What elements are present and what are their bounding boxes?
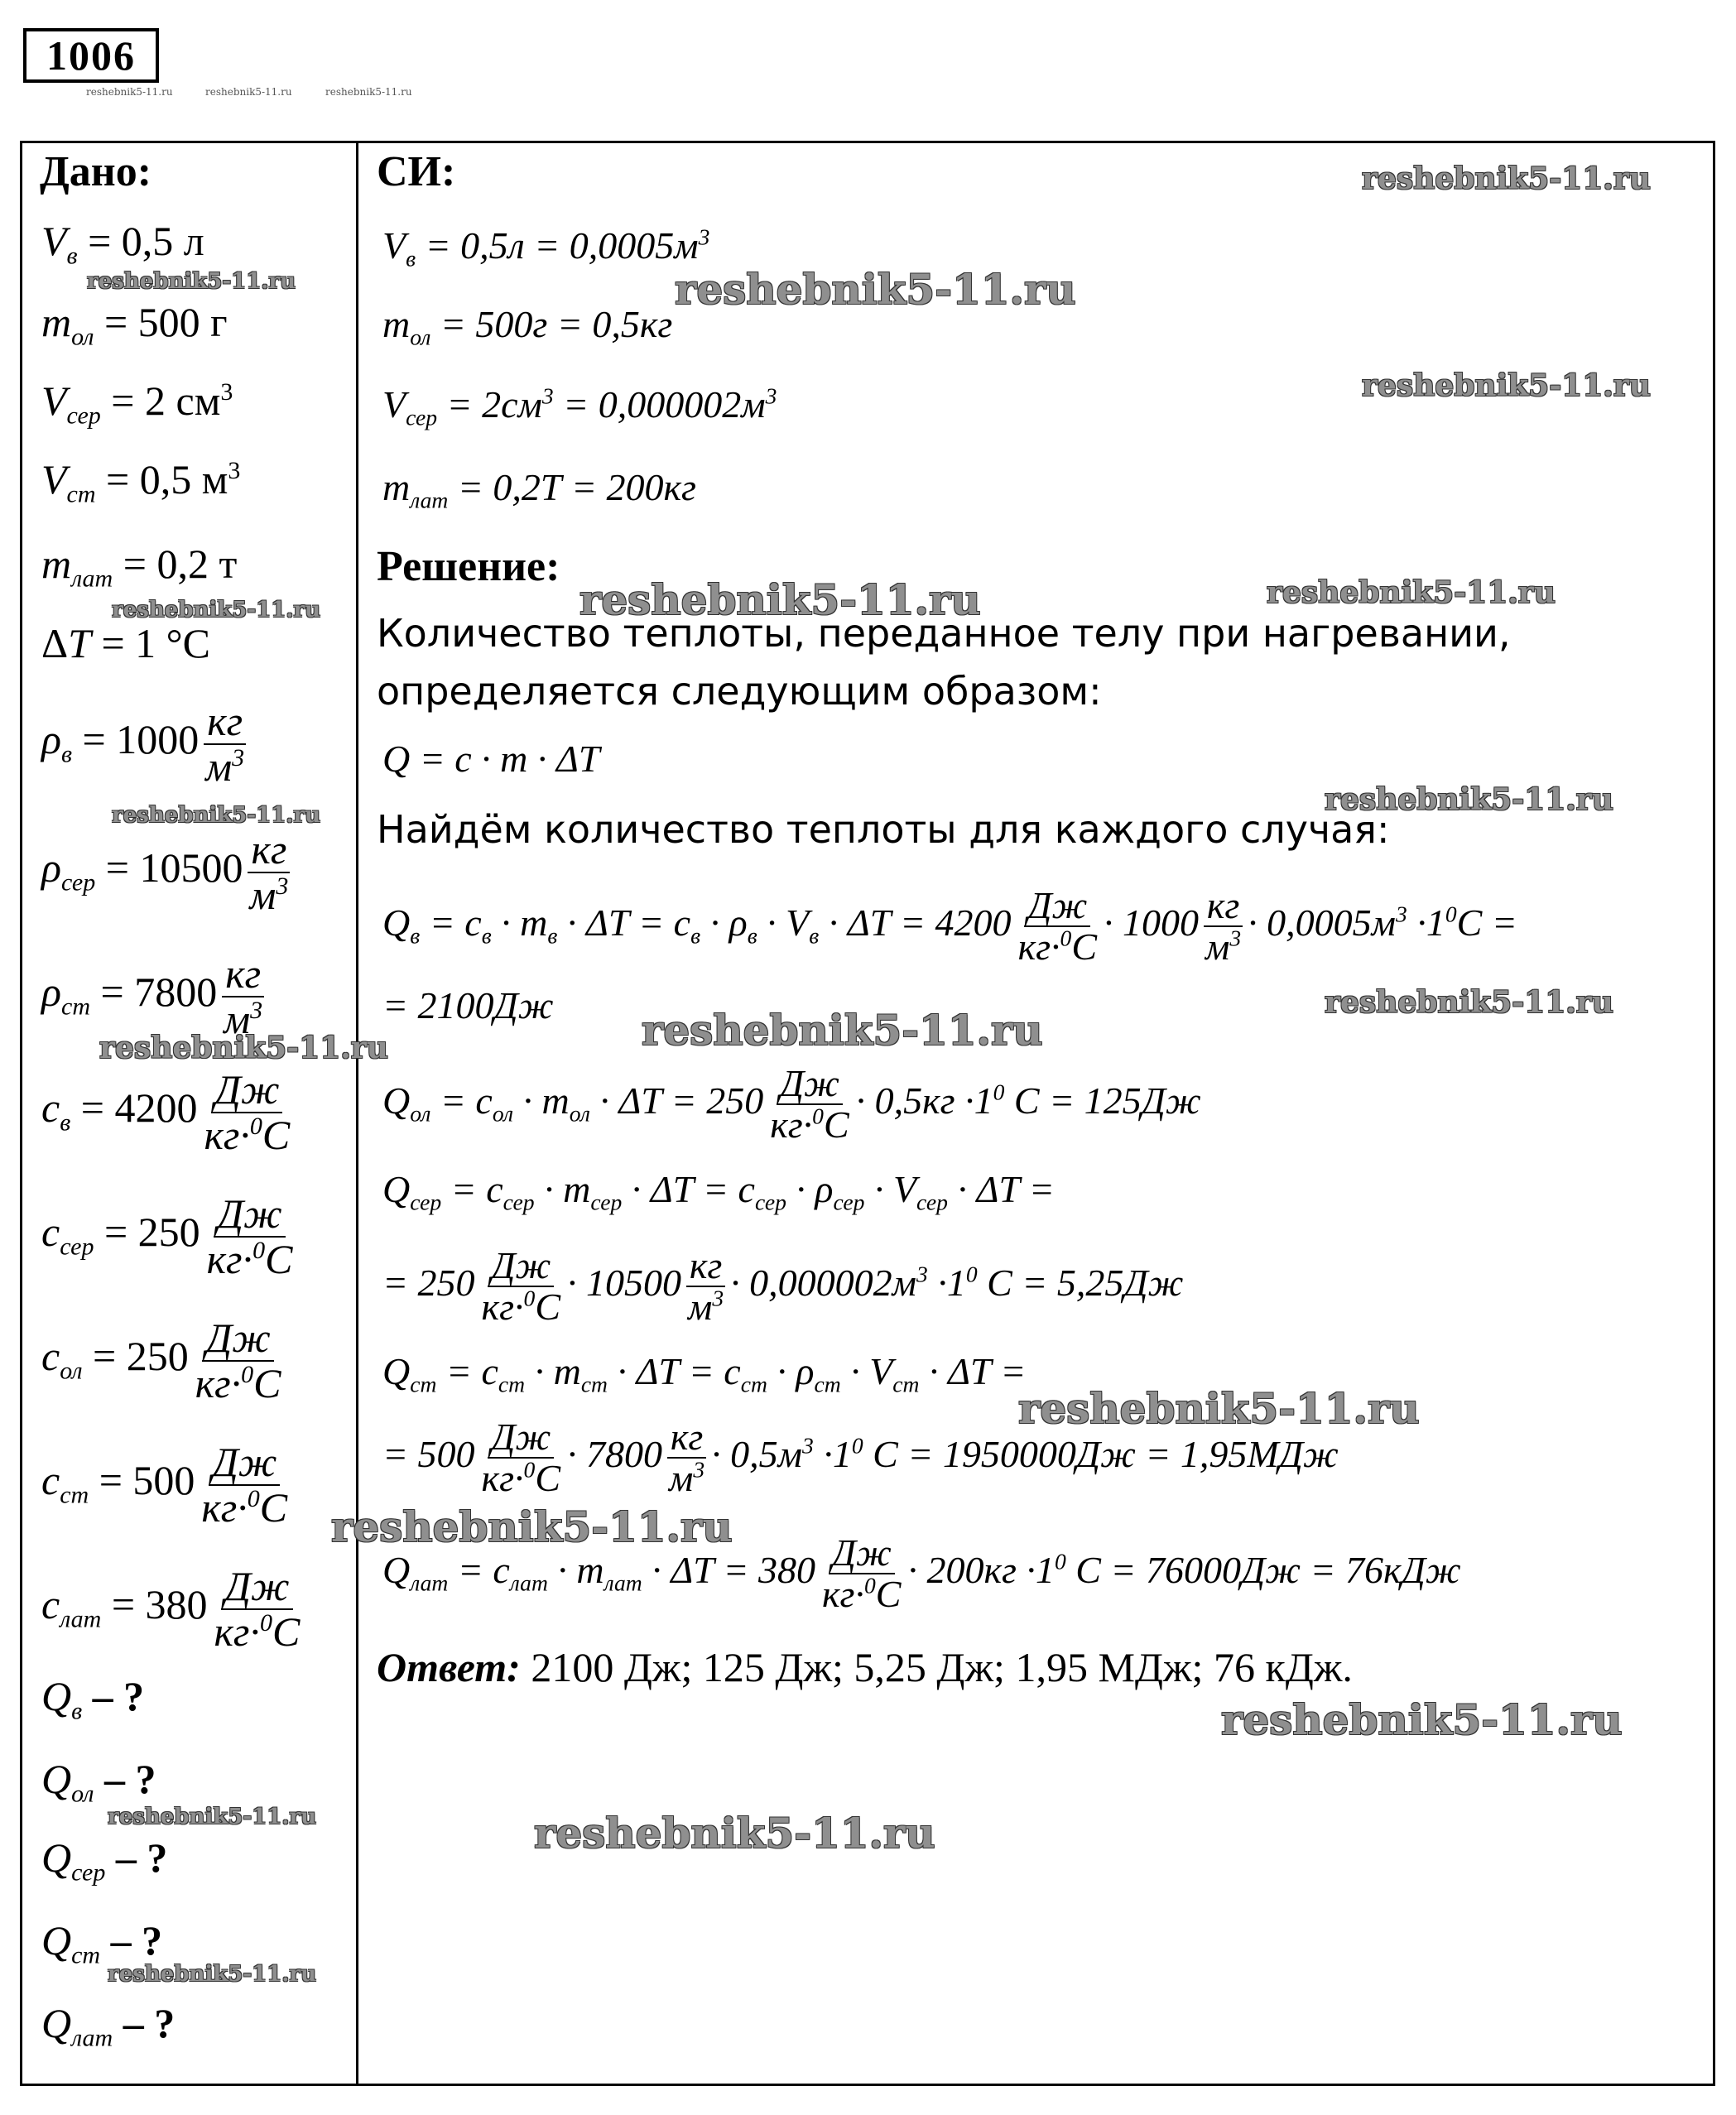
task-number: 1006 (23, 28, 159, 83)
given-m-ol: $m_{ол} = 500$ г (41, 299, 228, 351)
solution-text-3: Найдём количество теплоты для каждого случая: (377, 807, 1390, 852)
watermark: reshebnik5-11.ru (1362, 368, 1651, 403)
unknown-Q-v: $Q_в$ – ? (41, 1673, 145, 1725)
watermark: reshebnik5-11.ru (205, 86, 292, 98)
formula-general: Q = c · m · ΔT (382, 738, 600, 780)
column-divider (356, 141, 358, 2086)
watermark: reshebnik5-11.ru (99, 1031, 388, 1065)
given-rho-v: $\rho_в = 1000$ $\frac{кг}{м^3}$ (41, 698, 245, 790)
watermark: reshebnik5-11.ru (1018, 1384, 1420, 1433)
watermark: reshebnik5-11.ru (534, 1809, 935, 1858)
watermark: reshebnik5-11.ru (108, 1962, 317, 1987)
unknown-Q-ser: $Q_{сер}$ – ? (41, 1834, 168, 1887)
watermark: reshebnik5-11.ru (112, 803, 321, 828)
watermark: reshebnik5-11.ru (579, 575, 981, 624)
formula-Q-ol: $Q_{ол} = c_{ол} \cdot m_{ол} \cdot \Delta T = 250$ $\frac{Дж}{кг\cdot^0C}$ · $0,5кг \cdot 1^0$ C = 125Дж (382, 1062, 1201, 1146)
given-c-ser: $c_{сер} = 250$ $\frac{Дж}{кг\cdot^0C}$ (41, 1190, 293, 1282)
solution-text-2: определяется следующим образом: (377, 669, 1102, 714)
watermark: reshebnik5-11.ru (642, 1006, 1043, 1055)
given-c-ol: $c_{ол} = 250$ $\frac{Дж}{кг\cdot^0C}$ (41, 1315, 281, 1406)
watermark: reshebnik5-11.ru (108, 1805, 317, 1829)
given-V-v: $V_в = 0,5$ л (41, 218, 204, 270)
si-line-3: $V_{сер} = 2см^3 = 0,000002м^3$ (382, 382, 777, 430)
watermark: reshebnik5-11.ru (86, 86, 173, 98)
watermark: reshebnik5-11.ru (1362, 161, 1651, 196)
given-dT: ΔT = 1 °C (41, 620, 211, 666)
watermark: reshebnik5-11.ru (1325, 985, 1613, 1020)
si-line-4: $m_{лат} = 0,2Т = 200кг$ (382, 466, 696, 513)
solution-text-1: Количество теплоты, переданное телу при нагревании, (377, 611, 1511, 656)
given-c-st: $c_{ст} = 500$ $\frac{Дж}{кг\cdot^0C}$ (41, 1439, 288, 1531)
watermark: reshebnik5-11.ru (1325, 782, 1613, 817)
formula-Q-v-result: = 2100Дж (382, 984, 554, 1026)
given-header: Дано: (40, 148, 152, 195)
given-c-v: $c_в = 4200$ $\frac{Дж}{кг\cdot^0C}$ (41, 1066, 291, 1158)
given-V-ser: $V_{сер} = 2$ $см^3$ (41, 377, 233, 430)
formula-Q-st: $Q_{ст} = c_{ст} \cdot m_{ст} \cdot \Delta T = c_{ст} \cdot \rho_{ст} \cdot V_{ст} \cdot \Delta T$ = (382, 1350, 1027, 1397)
solution-header: Решение: (377, 543, 560, 590)
watermark: reshebnik5-11.ru (675, 265, 1076, 314)
formula-Q-v: $Q_в = c_в \cdot m_в \cdot \Delta T = c_в \cdot \rho_в \cdot V_в \cdot \Delta T = 4200$ $\frac{Дж}{кг\cdot^0C}$ · 1000 $\frac{кг}{м^3}$ · $0,0005м^3 \cdot 1^0C$ = (382, 884, 1517, 969)
answer: Ответ: 2100 Дж; 125 Дж; 5,25 Дж; 1,95 МДж; 76 кДж. (377, 1644, 1353, 1690)
watermark: reshebnik5-11.ru (331, 1502, 733, 1551)
unknown-Q-st: $Q_{ст}$ – ? (41, 1917, 163, 1969)
given-c-lat: $c_{лат} = 380$ $\frac{Дж}{кг\cdot^0C}$ (41, 1563, 301, 1655)
si-header: СИ: (377, 148, 456, 195)
unknown-Q-ol: $Q_{ол}$ – ? (41, 1756, 156, 1808)
si-line-1: $V_в = 0,5л = 0,0005м^3$ (382, 224, 710, 272)
given-m-lat: $m_{лат} = 0,2$ т (41, 541, 238, 593)
formula-Q-st-calc: = 500 $\frac{Дж}{кг\cdot^0C}$ · 7800 $\frac{кг}{м^3}$ · $0,5м^3 \cdot 1^0$ C = 1950000Дж = 1,95МДж (382, 1416, 1339, 1500)
watermark: reshebnik5-11.ru (87, 269, 296, 294)
formula-Q-ser-calc: = 250 $\frac{Дж}{кг\cdot^0C}$ · 10500 $\frac{кг}{м^3}$ · $0,000002м^3 \cdot 1^0$ C = 5,25Дж (382, 1244, 1184, 1329)
given-rho-ser: $\rho_{сер} = 10500$ $\frac{кг}{м^3}$ (41, 826, 289, 918)
given-rho-st: $\rho_{ст} = 7800$ $\frac{кг}{м^3}$ (41, 950, 263, 1042)
unknown-Q-lat: $Q_{лат}$ – ? (41, 2000, 176, 2052)
watermark: reshebnik5-11.ru (112, 598, 321, 622)
formula-Q-ser: $Q_{сер} = c_{сер} \cdot m_{сер} \cdot \Delta T = c_{сер} \cdot \rho_{сер} \cdot V_{сер} \cdot \Delta T$ = (382, 1168, 1055, 1215)
formula-Q-lat: $Q_{лат} = c_{лат} \cdot m_{лат} \cdot \Delta T = 380$ $\frac{Дж}{кг\cdot^0C}$ · $200кг \cdot 1^0$ C = 76000Дж = 76кДж (382, 1531, 1461, 1616)
given-V-st: $V_{ст} = 0,5$ $м^3$ (41, 456, 241, 508)
watermark: reshebnik5-11.ru (1221, 1695, 1623, 1744)
si-line-2: $m_{ол} = 500г = 0,5кг$ (382, 303, 673, 350)
watermark: reshebnik5-11.ru (1267, 575, 1556, 610)
watermark: reshebnik5-11.ru (325, 86, 412, 98)
